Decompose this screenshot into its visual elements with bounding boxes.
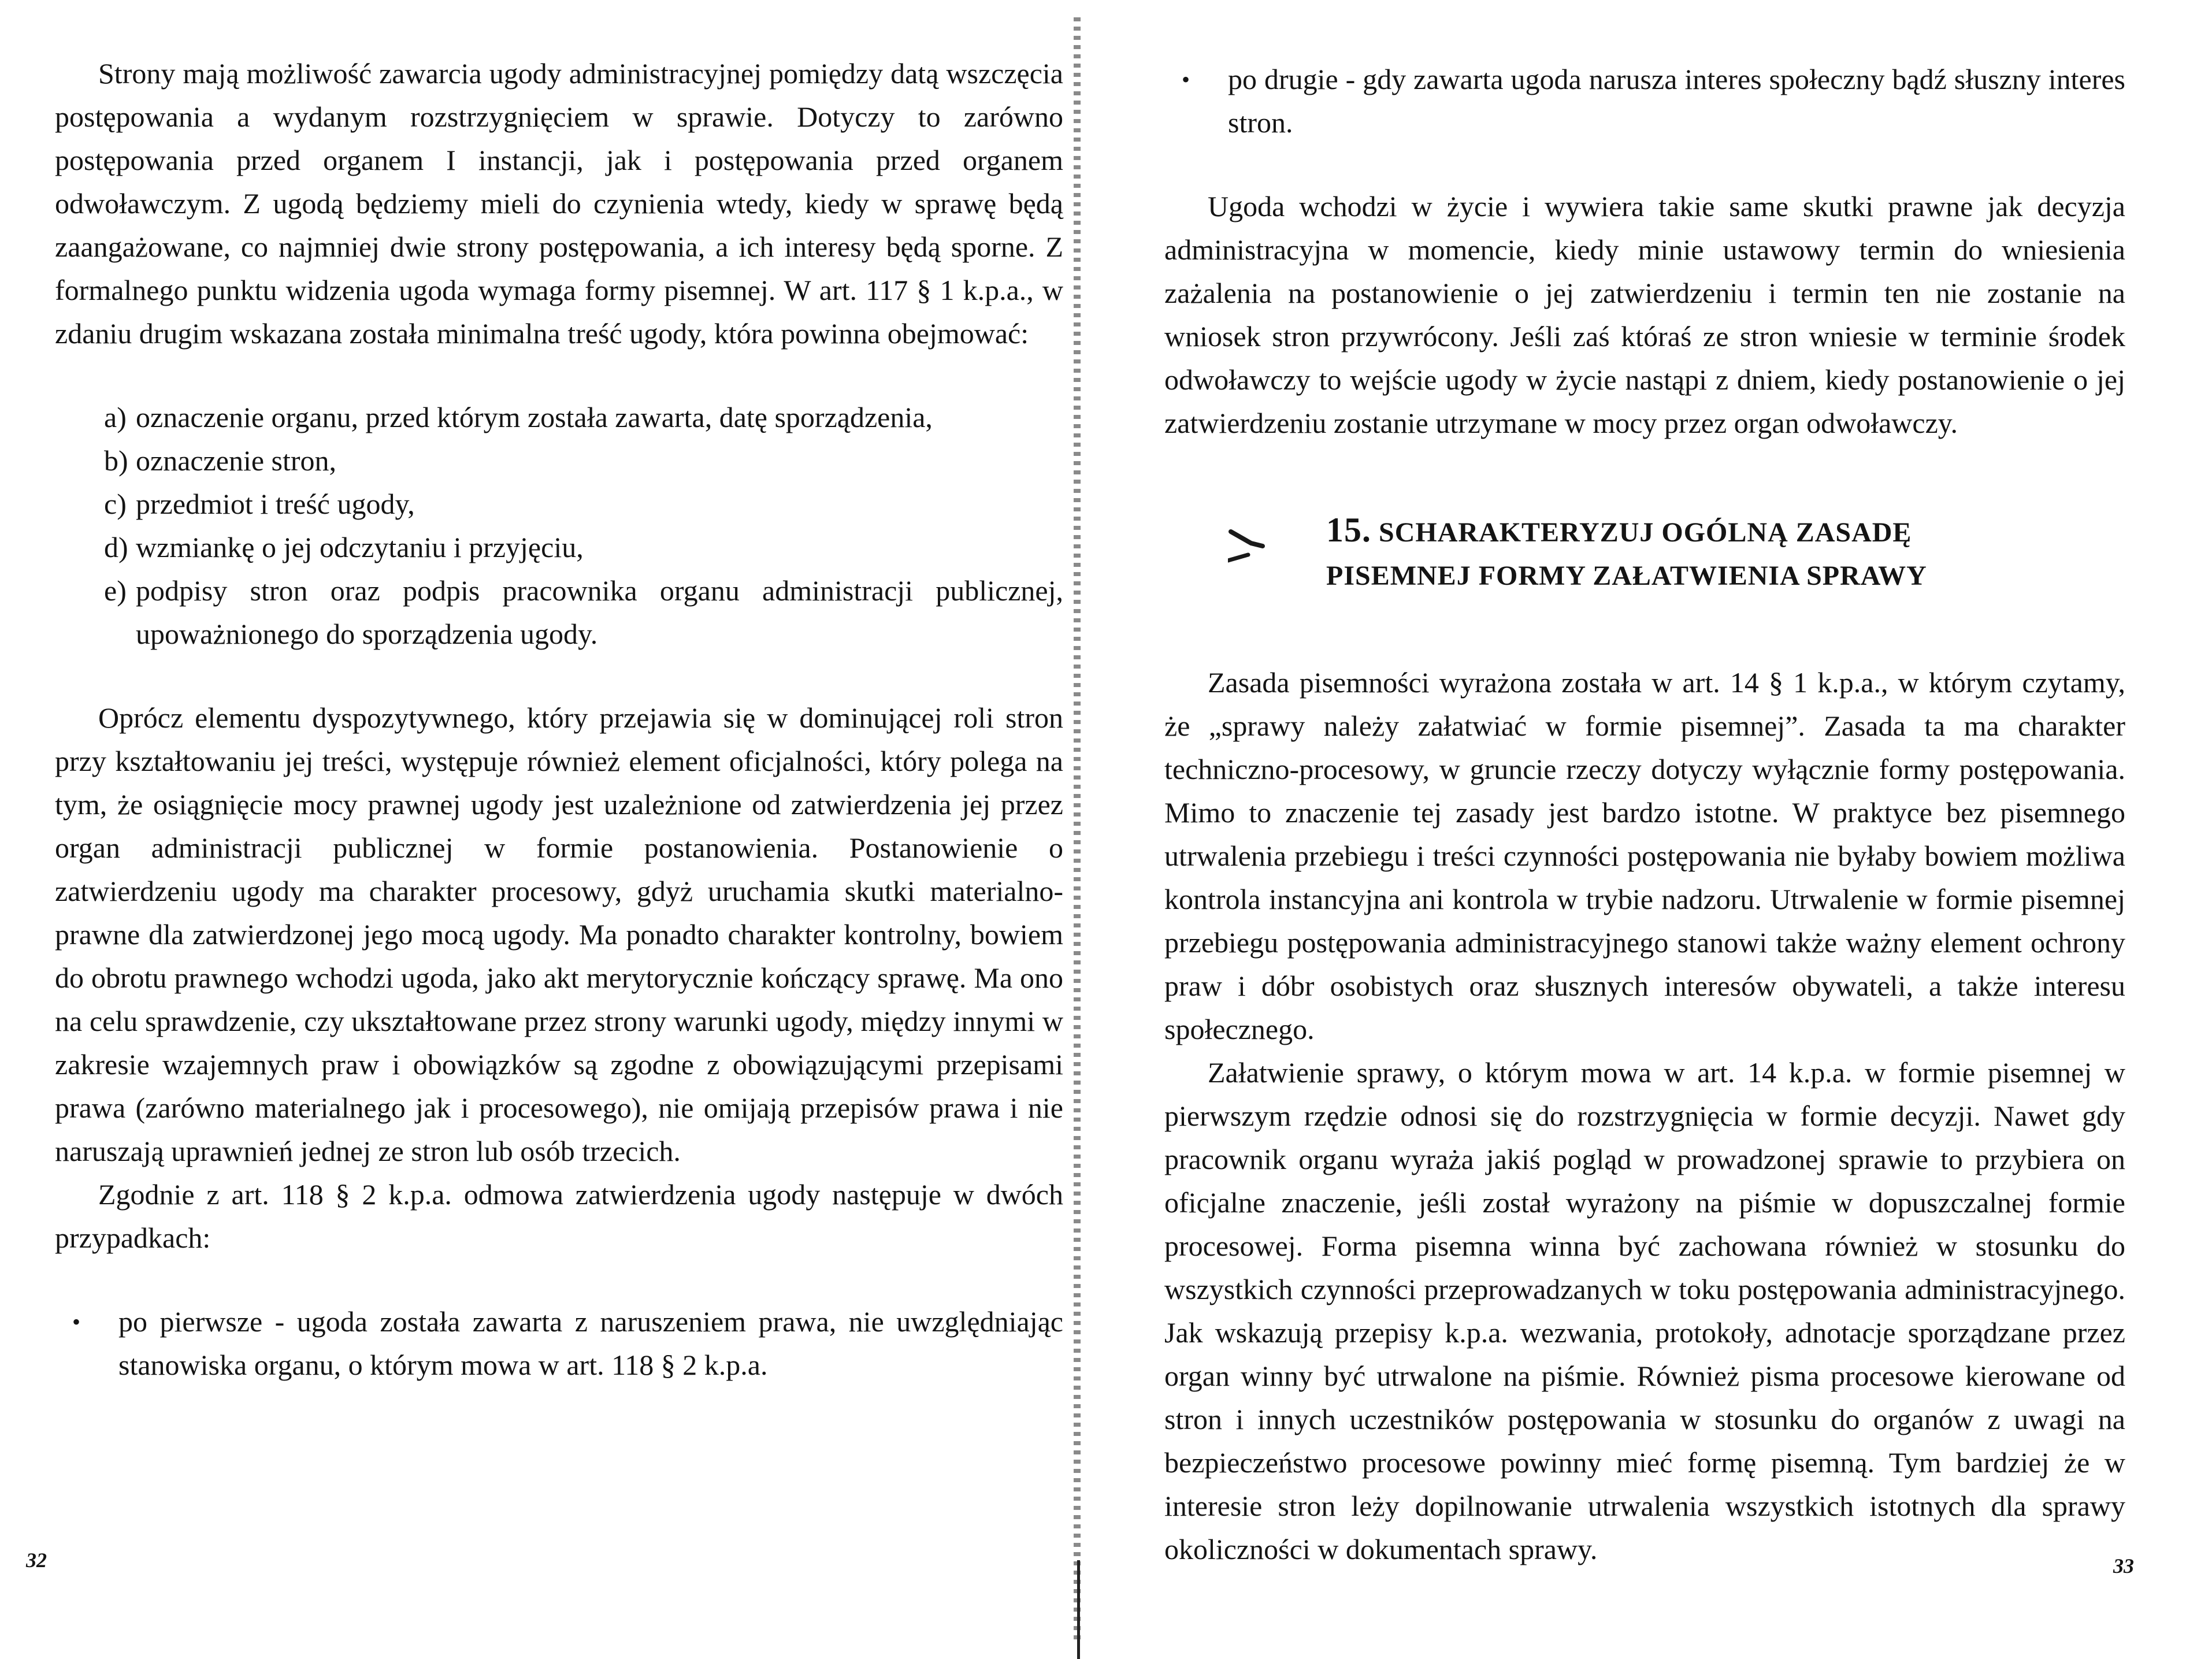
bullet-icon: • xyxy=(72,1309,81,1335)
right-paragraph-1: Ugoda wchodzi w życie i wywiera takie same skutki prawne jak decyzja administracyjna w momencie, kiedy minie ustawowy termin do wniesienia zażalenia na postanowienie o jej zatwierdzeniu i termin ten nie zostanie na wniosek stron przywrócony. Jeśli zaś któraś ze stron wniesie w terminie środek odwoławczy to wejście ugody w życie nastąpi z dniem, kiedy postanowienie o jej zatwierdzeniu zostanie utrzymane w mocy przez organ odwoławczy. xyxy=(1164,190,2125,439)
right-paragraph-2: Zasada pisemności wyrażona została w art. 14 § 1 k.p.a., w którym czytamy, że „sprawy należy załatwiać w formie pisemnej”. Zasada ta ma charakter techniczno-procesowy, w gruncie rzeczy dotyczy wyłącznie formy postępowania. Mimo to znaczenie tej zasady jest bardzo istotne. W praktyce bez pisemnego utrwalenia przebiegu i treści czynności postępowania nie byłaby bowiem możliwa kontrola instancyjna ani kontrola w trybie nadzoru. Utrwalenie w formie pisemnej przebiegu postępowania administracyjnego stanowi także ważny element ochrony praw i dóbr osobistych oraz słusznych interesów obywateli, a także interesu społecznego. xyxy=(1164,666,2125,1045)
heading-number: 15. xyxy=(1326,511,1371,549)
list-item: a) oznaczenie organu, przed którym została zawarta, datę sporządzenia, xyxy=(104,401,933,433)
heading-line-2: PISEMNEJ FORMY ZAŁATWIENIA SPRAWY xyxy=(1326,561,1927,591)
page-number-right: 33 xyxy=(2113,1554,2134,1578)
left-paragraph-1: Strony mają możliwość zawarcia ugody administracyjnej pomiędzy datą wszczęcia postępowania a wydanym rozstrzygnięciem w sprawie. Dotyczy to zarówno postępowania przed organem I instancji, jak i postępowania przed organem odwoławczym. Z ugodą będziemy mieli do czynienia wtedy, kiedy w sprawę będą zaangażowane, co najmniej dwie strony postępowania, a ich interesy będą sporne. Z formalnego punktu widzenia ugoda wymaga formy pisemnej. W art. 117 § 1 k.p.a., w zdaniu drugim wskazana została minimalna treść ugody, która powinna obejmować: xyxy=(55,57,1063,350)
pen-mark-icon xyxy=(1228,520,1274,566)
left-page xyxy=(0,0,1086,1659)
refusal-bullets-left xyxy=(55,1300,1063,1387)
list-item: d) wzmiankę o jej odczytaniu i przyjęciu, xyxy=(104,531,584,563)
right-page xyxy=(1127,0,2212,1659)
bullet-item: • po pierwsze - ugoda została zawarta z naruszeniem prawa, nie uwzględniając stanowiska organu, o którym mowa w art. 118 § 2 k.p.a. xyxy=(55,1300,1063,1387)
left-paragraph-2: Oprócz elementu dyspozytywnego, który przejawia się w dominującej roli stron przy kształtowaniu jej treści, występuje również element oficjalności, który polega na tym, że osiągnięcie mocy prawnej ugody jest uzależnione od zatwierdzenia jej przez organ administracji publicznej w formie postanowienia. Postanowienie o zatwierdzeniu ugody ma charakter procesowy, gdyż uruchamia skutki materialno-prawne dla zatwierdzonej jego mocą ugody. Ma ponadto charakter kontrolny, bowiem do obrotu prawnego wchodzi ugoda, jako akt merytorycznie kończący sprawę. Ma ono na celu sprawdzenie, czy ukształtowane przez strony warunki ugody, między innymi w zakresie wzajemnych praw i obowiązków są zgodne z obowiązującymi przepisami prawa (zarówno materialnego jak i procesowego), nie omijają przepisów prawa i nie naruszają uprawnień jednej ze stron lub osób trzecich. xyxy=(55,702,1063,1167)
left-paragraph-3: Zgodnie z art. 118 § 2 k.p.a. odmowa zatwierdzenia ugody następuje w dwóch przypadkach: xyxy=(55,1178,1063,1254)
page-number-left: 32 xyxy=(26,1549,47,1572)
heading-line-1: 15. SCHARAKTERYZUJ OGÓLNĄ ZASADĘ xyxy=(1326,511,1912,549)
section-heading xyxy=(1164,509,2125,597)
refusal-bullets-right xyxy=(1164,58,2125,144)
list-item: e) podpisy stron oraz podpis pracownika organu administracji publicznej, upoważnionego do sporządzenia ugody. xyxy=(104,574,1063,650)
right-paragraph-3: Załatwienie sprawy, o którym mowa w art. 14 k.p.a. w formie pisemnej w pierwszym rzędzie odnosi się do rozstrzygnięcia w formie decyzji. Nawet gdy pracownik organu wyraża jakiś pogląd w prowadzonej sprawie to przybiera on oficjalne znaczenie, jeśli został wyrażony na piśmie w dopuszczalnej formie procesowej. Forma pisemna winna być zachowana również w stosunku do wszystkich czynności przeprowadzanych w toku postępowania administracyjnego. Jak wskazują przepisy k.p.a. wezwania, protokoły, adnotacje sporządzane przez organ winny być utrwalone na piśmie. Również pisma procesowe kierowane od stron i innych uczestników postępowania w stosunku do organów z uwagi na bezpieczeństwo procesowe powinny mieć formę pisemną. Tym bardziej że w interesie stron leży dopilnowanie utrwalenia wszystkich istotnych dla sprawy okoliczności w dokumentach sprawy. xyxy=(1164,1056,2125,1565)
ugoda-contents-list xyxy=(55,396,1063,656)
list-item: b) oznaczenie stron, xyxy=(104,444,337,477)
bullet-icon: • xyxy=(1182,66,1190,92)
bullet-item: • po drugie - gdy zawarta ugoda narusza interes społeczny bądź słuszny interes stron. xyxy=(1164,58,2125,144)
list-item: c) przedmiot i treść ugody, xyxy=(104,488,415,520)
